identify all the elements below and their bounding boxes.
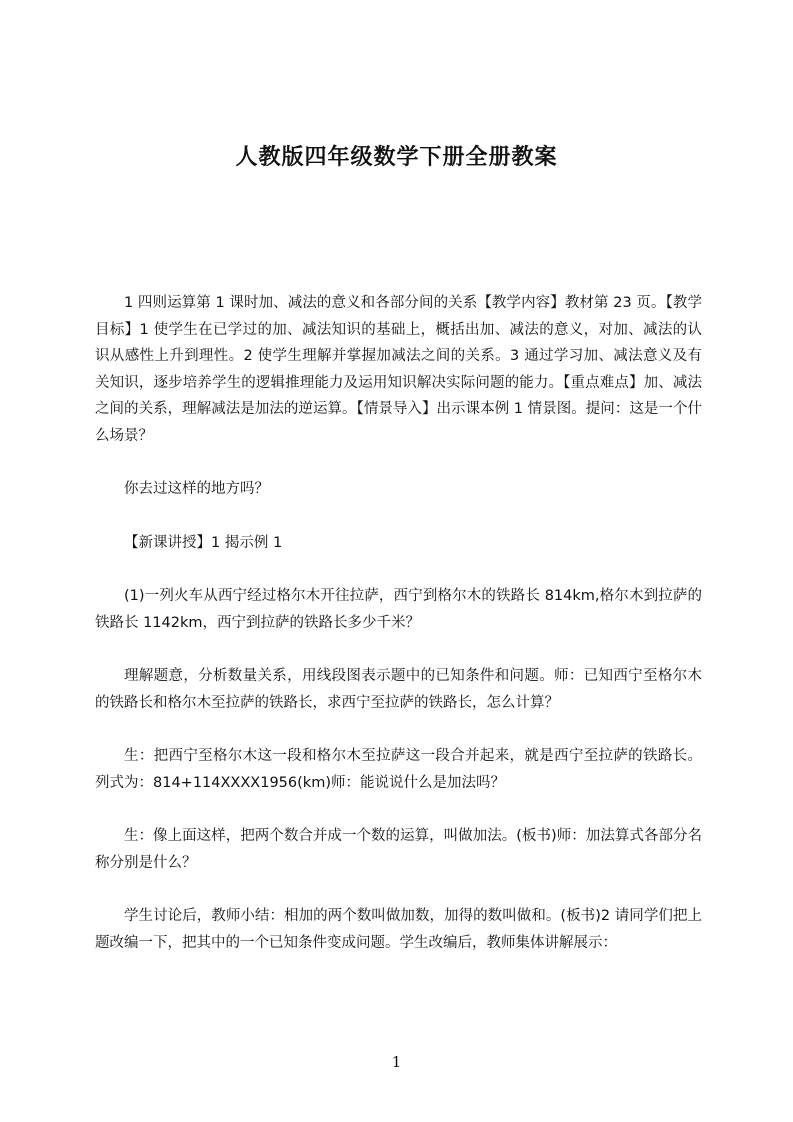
document-title: 人教版四年级数学下册全册教案 [235, 145, 558, 170]
paragraph-analysis: 理解题意，分析数量关系，用线段图表示题中的已知条件和问题。师：已知西宁至格尔木的铁路长和格尔木至拉萨的铁路长，求西宁至拉萨的铁路长，怎么计算？ [95, 668, 702, 711]
paragraph-question-visited: 你去过这样的地方吗？ [124, 481, 269, 497]
document-body [95, 290, 702, 956]
paragraph-lesson-intro: 1 四则运算第 1 课时加、减法的意义和各部分间的关系【教学内容】教材第 23 页。【教学目标】1 使学生在已学过的加、减法知识的基础上，概括出加、减法的意义，对加、减法的认识从感性上升到理性。2 使学生理解并掌握加减法之间的关系。3 通过学习加、减法意义及有关知识，逐步培养学生的逻辑推理能力及运用知识解决实际问题的能力。【重点难点】加、减法之间的关系，理解减法是加法的逆运算。【情景导入】出示课本例 1 情景图。提问：这是一个什么场景？ [95, 295, 702, 444]
paragraph-example-problem: (1)一列火车从西宁经过格尔木开往拉萨，西宁到格尔木的铁路长 814km,格尔木到拉萨的铁路长 1142km，西宁到拉萨的铁路长多少千米？ [95, 588, 702, 631]
paragraph-addition-definition: 生：像上面这样，把两个数合并成一个数的运算，叫做加法。(板书)师：加法算式各部分名称分别是什么？ [95, 828, 702, 871]
page-number: 1 [391, 1053, 402, 1071]
paragraph-new-lesson: 【新课讲授】1 揭示例 1 [124, 534, 283, 551]
paragraph-student-answer: 生：把西宁至格尔木这一段和格尔木至拉萨这一段合并起来，就是西宁至拉萨的铁路长。列式为：814+114XXXX1956(km)师：能说说什么是加法吗？ [95, 748, 702, 791]
paragraph-teacher-summary: 学生讨论后，教师小结：相加的两个数叫做加数，加得的数叫做和。(板书)2 请同学们把上题改编一下，把其中的一个已知条件变成问题。学生改编后，教师集体讲解展示： [95, 908, 702, 951]
